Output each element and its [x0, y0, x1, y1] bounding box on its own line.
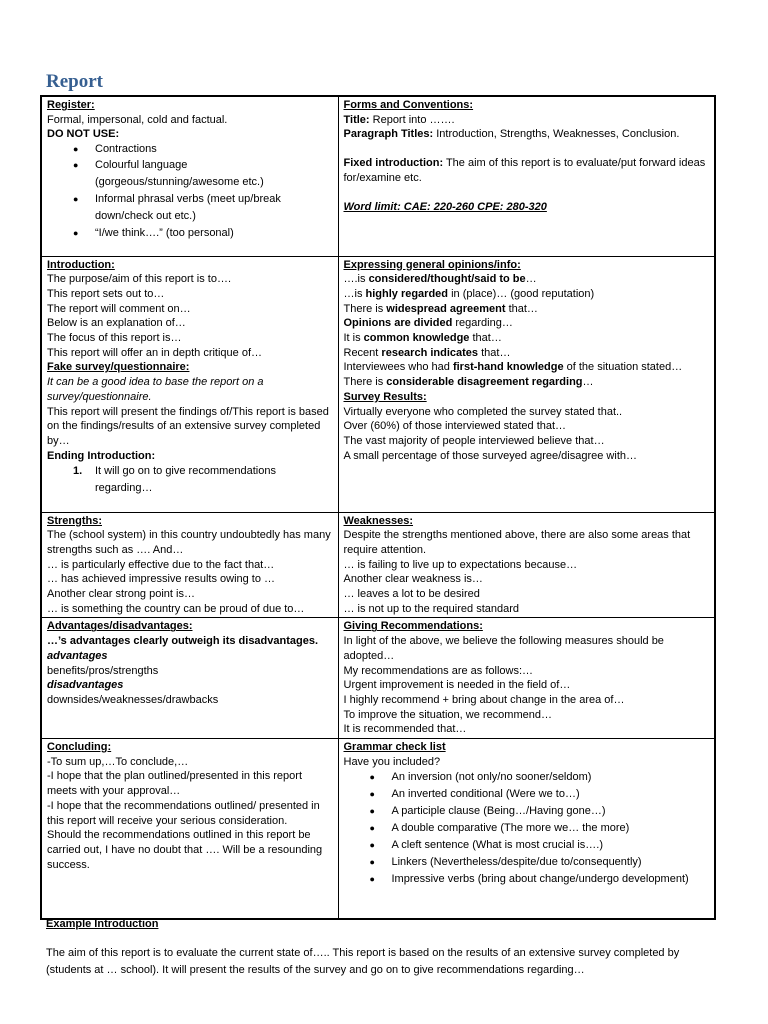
- list-item: My recommendations are as follows:…: [343, 664, 534, 677]
- table-row: [41, 739, 715, 919]
- advantages-label: advantages: [47, 649, 108, 662]
- strengths-cell: [41, 512, 338, 618]
- list-item: The report will comment on…: [47, 302, 191, 315]
- forms-heading: Forms and Conventions:: [343, 99, 474, 111]
- list-item: This report will offer an in depth critique of…: [47, 346, 263, 359]
- text: …: [525, 273, 537, 286]
- text: regarding…: [452, 317, 513, 330]
- list-item: … has achieved impressive results owing to …: [47, 573, 276, 586]
- do-not-use-list: [47, 142, 333, 242]
- recommendations-heading: Giving Recommendations:: [343, 620, 483, 633]
- opinions-cell: [338, 256, 715, 512]
- list-item: … is failing to live up to expectations because…: [343, 558, 578, 571]
- list-item: Despite the strengths mentioned above, there are also some areas that require attention.: [343, 529, 691, 556]
- text: that…: [469, 332, 502, 345]
- list-item: The vast majority of people interviewed believe that…: [343, 434, 605, 447]
- strengths-heading: Strengths:: [47, 514, 102, 527]
- do-not-use-label: DO NOT USE:: [47, 128, 120, 141]
- list-item: ● Impressive verbs (bring about change/undergo development): [392, 871, 710, 888]
- text: It is: [343, 332, 364, 345]
- key-phrase: Opinions are divided: [343, 317, 453, 330]
- word-limit: Word limit: CAE: 220-260 CPE: 280-320: [343, 200, 547, 213]
- list-item: Should the recommendations outlined in this report be carried out, I have no doubt that …. Will be a resounding success.: [47, 829, 323, 871]
- grammar-heading: Grammar check list: [343, 741, 446, 754]
- text: There is: [343, 376, 387, 389]
- advantages-heading: Advantages/disadvantages:: [47, 620, 193, 633]
- list-item: ● A participle clause (Being…/Having gone…): [392, 803, 710, 820]
- table-row: [41, 96, 715, 256]
- example-text: The aim of this report is to evaluate the current state of….. This report is based on the results of an extensive survey completed by (students at … school). It will present the results of the survey and go on to give recommendations regarding…: [46, 947, 680, 976]
- register-cell: [41, 96, 338, 256]
- concluding-heading: Concluding:: [47, 741, 112, 754]
- list-item: To improve the situation, we recommend…: [343, 708, 552, 721]
- advantages-synonyms: benefits/pros/strengths: [47, 664, 159, 677]
- report-guide-table: [40, 95, 716, 920]
- weaknesses-heading: Weaknesses:: [343, 514, 414, 527]
- key-phrase: widespread agreement: [386, 302, 506, 315]
- list-item: ● A double comparative (The more we… the more): [392, 820, 710, 837]
- text: in (place)… (good reputation): [448, 287, 595, 300]
- list-item: 1. It will go on to give recommendations regarding…: [95, 463, 333, 497]
- text: that…: [478, 346, 511, 359]
- fixed-intro-text: The aim of this report is to evaluate/put forward ideas for/examine etc.: [343, 157, 706, 184]
- list-item: Below is an explanation of…: [47, 317, 186, 330]
- grammar-intro: Have you included?: [343, 755, 441, 768]
- text: There is: [343, 302, 387, 315]
- title-label: Title:: [343, 113, 370, 126]
- disadvantages-label: disadvantages: [47, 679, 124, 692]
- key-phrase: common knowledge: [363, 332, 470, 345]
- text: Recent: [343, 346, 382, 359]
- key-phrase: highly regarded: [365, 287, 449, 300]
- grammar-cell: [338, 739, 715, 919]
- list-item: Over (60%) of those interviewed stated that…: [343, 420, 567, 433]
- text: ….is: [343, 273, 369, 286]
- text: Interviewees who had: [343, 361, 453, 374]
- list-item: The purpose/aim of this report is to….: [47, 273, 232, 286]
- list-item: Another clear strong point is…: [47, 588, 195, 601]
- page-title: Report: [46, 71, 103, 92]
- list-item: ● An inversion (not only/no sooner/seldom): [392, 769, 710, 786]
- list-item: ● Informal phrasal verbs (meet up/break down/check out etc.): [95, 191, 333, 225]
- list-item: ● Linkers (Nevertheless/despite/due to/consequently): [392, 854, 710, 871]
- list-item: … is particularly effective due to the fact that…: [47, 558, 275, 571]
- list-item: ● “I/we think….” (too personal): [95, 225, 333, 242]
- list-item: … is something the country can be proud of due to…: [47, 602, 305, 615]
- key-phrase: first-hand knowledge: [452, 361, 564, 374]
- list-item: Another clear weakness is…: [343, 573, 483, 586]
- list-item: -I hope that the recommendations outlined/ presented in this report will receive your serious consideration.: [47, 799, 320, 827]
- list-item: … leaves a lot to be desired: [343, 588, 480, 601]
- register-line: Formal, impersonal, cold and factual.: [47, 113, 228, 126]
- key-phrase: considerable disagreement regarding: [386, 376, 583, 389]
- key-phrase: considered/thought/said to be: [368, 273, 526, 286]
- list-item: … is not up to the required standard: [343, 602, 519, 615]
- table-row: [41, 256, 715, 512]
- text: that…: [505, 302, 538, 315]
- list-item: -I hope that the plan outlined/presented in this report meets with your approval…: [47, 770, 303, 798]
- opinions-heading: Expressing general opinions/info:: [343, 258, 521, 271]
- advantages-line: …’s advantages clearly outweigh its disadvantages.: [47, 635, 319, 648]
- key-phrase: research indicates: [381, 346, 479, 359]
- list-item: I highly recommend + bring about change in the area of…: [343, 693, 625, 706]
- paragraph-titles-text: Introduction, Strengths, Weaknesses, Conclusion.: [433, 128, 680, 141]
- list-item: The (school system) in this country undoubtedly has many strengths such as …. And…: [47, 529, 331, 556]
- register-heading: Register:: [47, 99, 95, 111]
- list-item: The focus of this report is…: [47, 332, 182, 345]
- example-heading: Example Introduction: [46, 918, 159, 930]
- table-row: [41, 512, 715, 618]
- list-item: This report sets out to…: [47, 287, 165, 300]
- survey-results-heading: Survey Results:: [343, 390, 427, 403]
- advantages-cell: [41, 618, 338, 739]
- list-item: In light of the above, we believe the following measures should be adopted…: [343, 635, 664, 662]
- list-item: It is recommended that…: [343, 723, 467, 736]
- paragraph-titles-label: Paragraph Titles:: [343, 128, 434, 141]
- list-item: Virtually everyone who completed the survey stated that..: [343, 405, 623, 418]
- text: …: [582, 376, 594, 389]
- weaknesses-cell: [338, 512, 715, 618]
- list-item: ● Contractions: [95, 142, 333, 157]
- ending-intro-heading: Ending Introduction:: [47, 449, 156, 462]
- list-item: A small percentage of those surveyed agree/disagree with…: [343, 449, 637, 462]
- fake-survey-text: This report will present the findings of/This report is based on the findings/results of an extensive survey completed by…: [47, 405, 329, 447]
- text: …is: [343, 287, 366, 300]
- introduction-heading: Introduction:: [47, 258, 115, 271]
- fixed-intro-label: Fixed introduction:: [343, 157, 444, 170]
- disadvantages-synonyms: downsides/weaknesses/drawbacks: [47, 693, 219, 706]
- list-item: -To sum up,…To conclude,…: [47, 755, 189, 768]
- example-introduction: [46, 916, 726, 979]
- list-item: ● An inverted conditional (Were we to…): [392, 786, 710, 803]
- introduction-cell: [41, 256, 338, 512]
- recommendations-cell: [338, 618, 715, 739]
- ending-intro-list: [47, 463, 333, 497]
- fake-survey-heading: Fake survey/questionnaire:: [47, 361, 190, 374]
- fake-survey-note: It can be a good idea to base the report on a survey/questionnaire.: [47, 376, 264, 403]
- grammar-list: [344, 769, 710, 888]
- list-item: ● Colourful language (gorgeous/stunning/awesome etc.): [95, 157, 333, 191]
- concluding-cell: [41, 739, 338, 919]
- text: of the situation stated…: [563, 361, 683, 374]
- title-text: Report into …….: [369, 113, 455, 126]
- forms-cell: [338, 96, 715, 256]
- list-item: ● A cleft sentence (What is most crucial is….): [392, 837, 710, 854]
- list-item: Urgent improvement is needed in the field of…: [343, 679, 571, 692]
- table-row: [41, 618, 715, 739]
